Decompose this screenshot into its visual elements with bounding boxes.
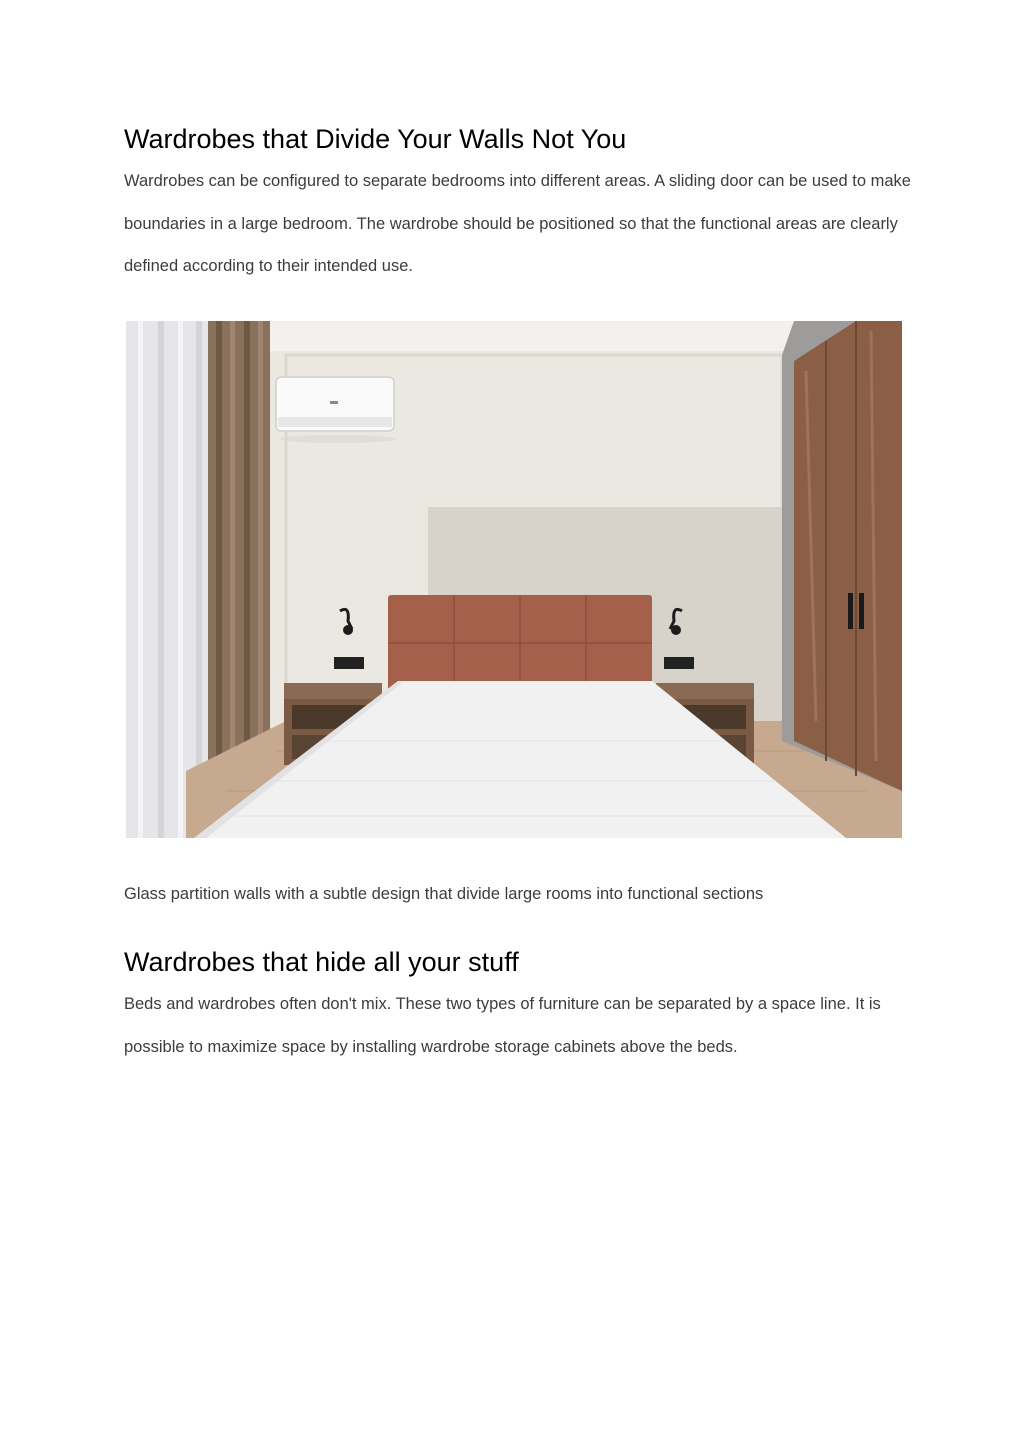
right-power-outlet	[664, 657, 694, 669]
section-heading-dividing-wardrobes: Wardrobes that Divide Your Walls Not You	[124, 124, 627, 154]
wardrobe-handle	[848, 593, 853, 629]
section-paragraph-dividing-wardrobes: Wardrobes can be configured to separate bedrooms into different areas. A sliding door can be used to make boundaries in a large bedroom. The wardrobe should be positioned so that the functional areas are clearly defined according to their intended use.	[124, 172, 911, 275]
wood-wardrobe	[794, 321, 902, 791]
section-heading-hidden-storage: Wardrobes that hide all your stuff	[124, 947, 519, 977]
bedroom-photo	[126, 321, 902, 838]
section-paragraph-hidden-storage: Beds and wardrobes often don't mix. These two types of furniture can be separated by a space line. It is possible to maximize space by installing wardrobe storage cabinets above the beds.	[124, 995, 881, 1056]
figure-caption: Glass partition walls with a subtle design that divide large rooms into functional sections	[124, 885, 764, 903]
sheer-curtain	[126, 321, 214, 838]
upholstered-headboard	[388, 595, 652, 691]
blackout-curtain	[208, 321, 270, 771]
left-power-outlet	[334, 657, 364, 669]
